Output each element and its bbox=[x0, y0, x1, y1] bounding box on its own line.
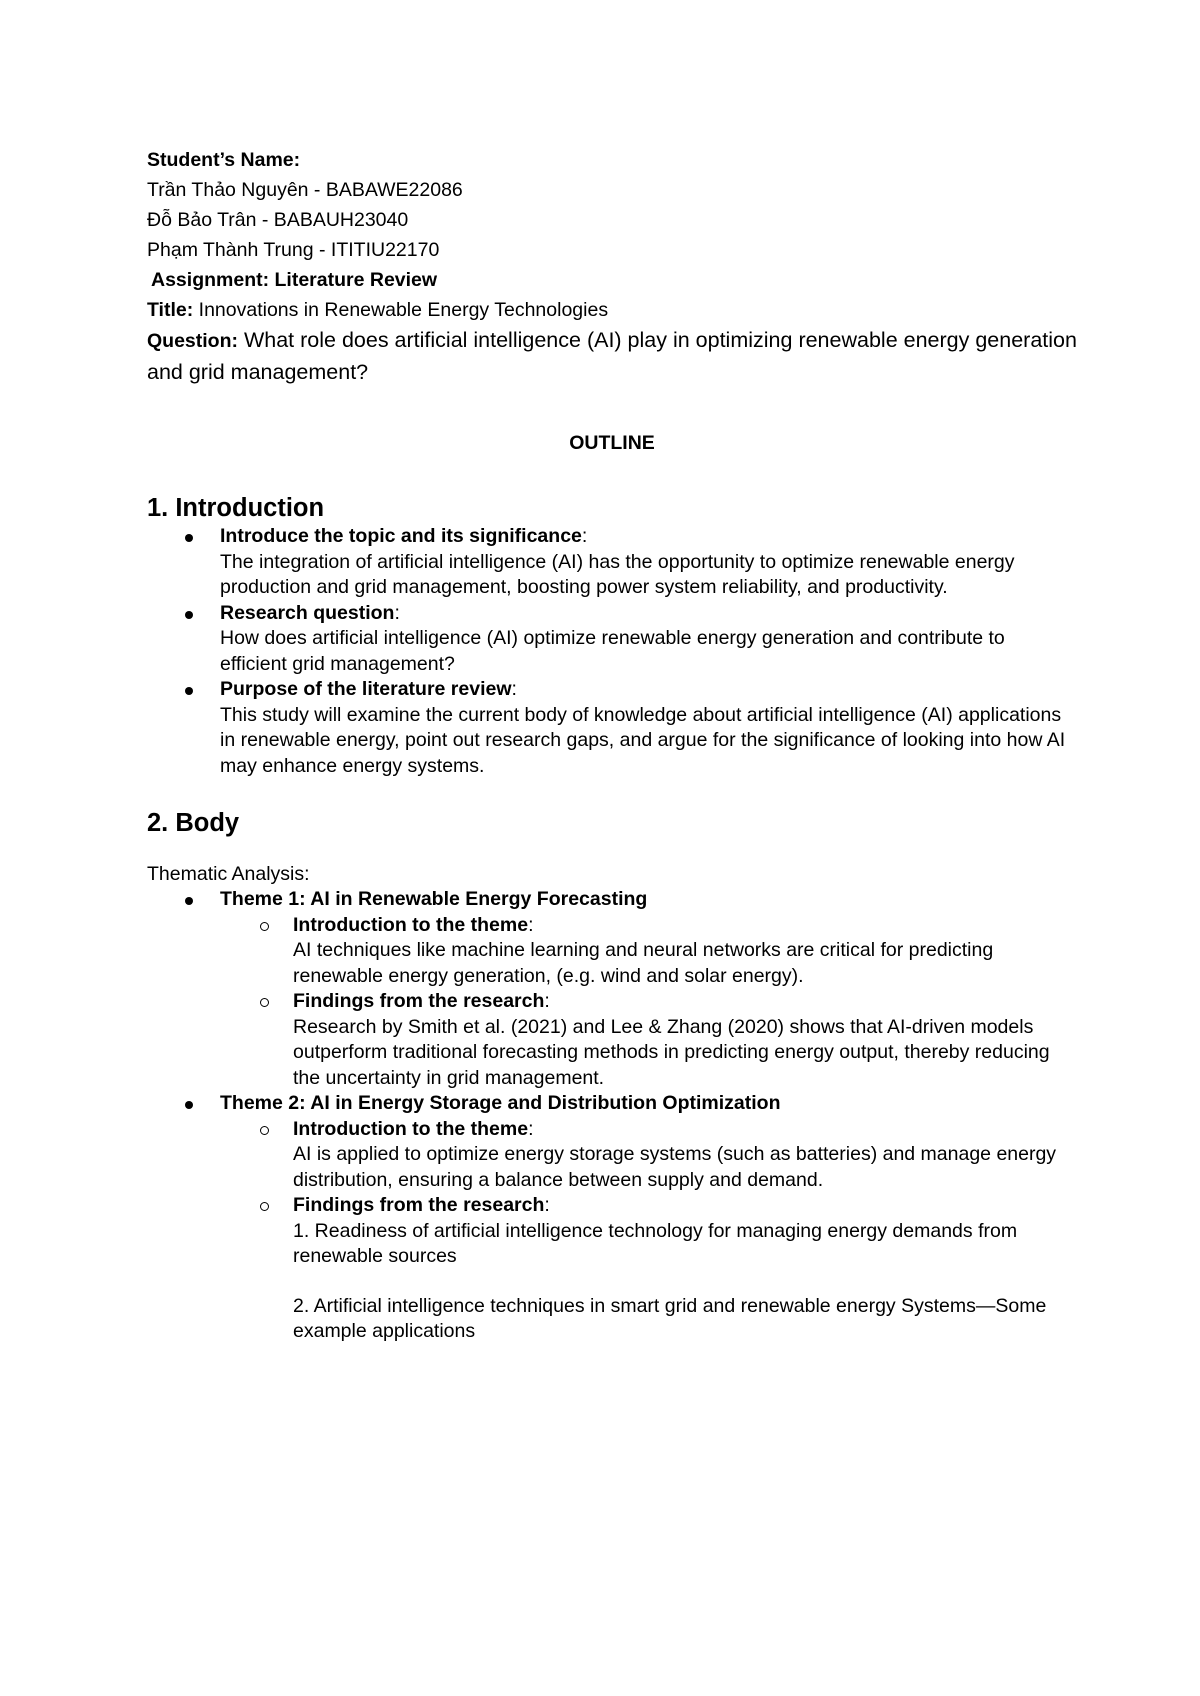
item-suffix: : bbox=[581, 525, 588, 547]
item-label: Purpose of the literature review bbox=[220, 678, 512, 700]
item-text: This study will examine the current body of knowledge about artificial intelligence (AI) applications in renewable energy, point out research gaps, and argue for the significance of looking into how AI may enhance energy systems. bbox=[220, 703, 1066, 777]
item-text: How does artificial intelligence (AI) optimize renewable energy generation and contribute to efficient grid management? bbox=[220, 627, 1005, 675]
item-suffix: : bbox=[394, 601, 400, 624]
theme-1-title: Theme 1: AI in Renewable Energy Forecasting bbox=[220, 888, 648, 910]
findings-text-2: 2. Artificial intelligence techniques in smart grid and renewable energy Systems—Some example applications bbox=[293, 1294, 1047, 1342]
title-label: Title: bbox=[147, 299, 194, 321]
assignment-line: Assignment: Literature Review bbox=[151, 269, 438, 291]
introduction-heading: 1. Introduction bbox=[147, 494, 325, 522]
student-1: Trần Thảo Nguyên - BABAWE22086 bbox=[147, 179, 463, 201]
intro-label: Introduction to the theme bbox=[293, 1117, 529, 1140]
list-item bbox=[293, 913, 1077, 990]
question-label: Question: bbox=[147, 330, 238, 352]
item-text: The integration of artificial intelligence (AI) has the opportunity to optimize renewable energy production and grid management, boosting power system reliability, and productivity. bbox=[220, 550, 1015, 598]
student-3: Phạm Thành Trung - ITITIU22170 bbox=[147, 239, 440, 261]
list-item bbox=[220, 677, 1077, 779]
theme-1-list bbox=[147, 887, 1077, 1091]
outline-title: OUTLINE bbox=[569, 432, 655, 454]
list-item bbox=[293, 1117, 1077, 1194]
intro-suffix: : bbox=[528, 1117, 534, 1140]
question-line bbox=[147, 325, 1077, 388]
theme-1 bbox=[220, 887, 1077, 1091]
students-label: Student’s Name: bbox=[147, 149, 301, 171]
theme-2-title: Theme 2: AI in Energy Storage and Distribution Optimization bbox=[220, 1092, 781, 1114]
intro-label: Introduction to the theme bbox=[293, 913, 529, 936]
findings-suffix: : bbox=[544, 990, 550, 1012]
intro-text: AI techniques like machine learning and neural networks are critical for predicting renewable energy generation, (e.g. wind and solar energy). bbox=[293, 939, 994, 987]
intro-text: AI is applied to optimize energy storage systems (such as batteries) and manage energy distribution, ensuring a balance between supply and demand. bbox=[293, 1143, 1057, 1191]
findings-label: Findings from the research bbox=[293, 1194, 545, 1216]
item-label: Research question bbox=[220, 601, 395, 624]
list-item bbox=[293, 1193, 1077, 1345]
findings-suffix: : bbox=[544, 1194, 550, 1216]
introduction-list bbox=[147, 524, 1077, 779]
intro-suffix: : bbox=[528, 913, 534, 936]
title-line bbox=[147, 295, 1077, 325]
student-2: Đỗ Bảo Trân - BABAUH23040 bbox=[147, 209, 409, 231]
theme-2 bbox=[220, 1091, 1077, 1345]
theme-1-sublist bbox=[220, 913, 1077, 1092]
item-suffix: : bbox=[511, 678, 517, 700]
theme-2-list bbox=[147, 1091, 1077, 1345]
item-label: Introduce the topic and its significance bbox=[220, 525, 582, 547]
question-value: What role does artificial intelligence (AI) play in optimizing renewable energy generation and grid management? bbox=[147, 328, 1077, 384]
body-heading: 2. Body bbox=[147, 809, 240, 837]
title-value: Innovations in Renewable Energy Technologies bbox=[193, 299, 609, 321]
findings-text: Research by Smith et al. (2021) and Lee & Zhang (2020) shows that AI-driven models outperform traditional forecasting methods in predicting energy output, thereby reducing the uncertainty in grid management. bbox=[293, 1015, 1050, 1089]
list-item bbox=[220, 524, 1077, 601]
thematic-analysis-label: Thematic Analysis: bbox=[147, 863, 310, 885]
document-content bbox=[147, 145, 1077, 1345]
findings-text-1: 1. Readiness of artificial intelligence technology for managing energy demands from renewable sources bbox=[293, 1219, 1018, 1267]
findings-label: Findings from the research bbox=[293, 990, 545, 1012]
theme-2-sublist bbox=[220, 1117, 1077, 1345]
list-item bbox=[220, 601, 1077, 678]
list-item bbox=[293, 989, 1077, 1091]
